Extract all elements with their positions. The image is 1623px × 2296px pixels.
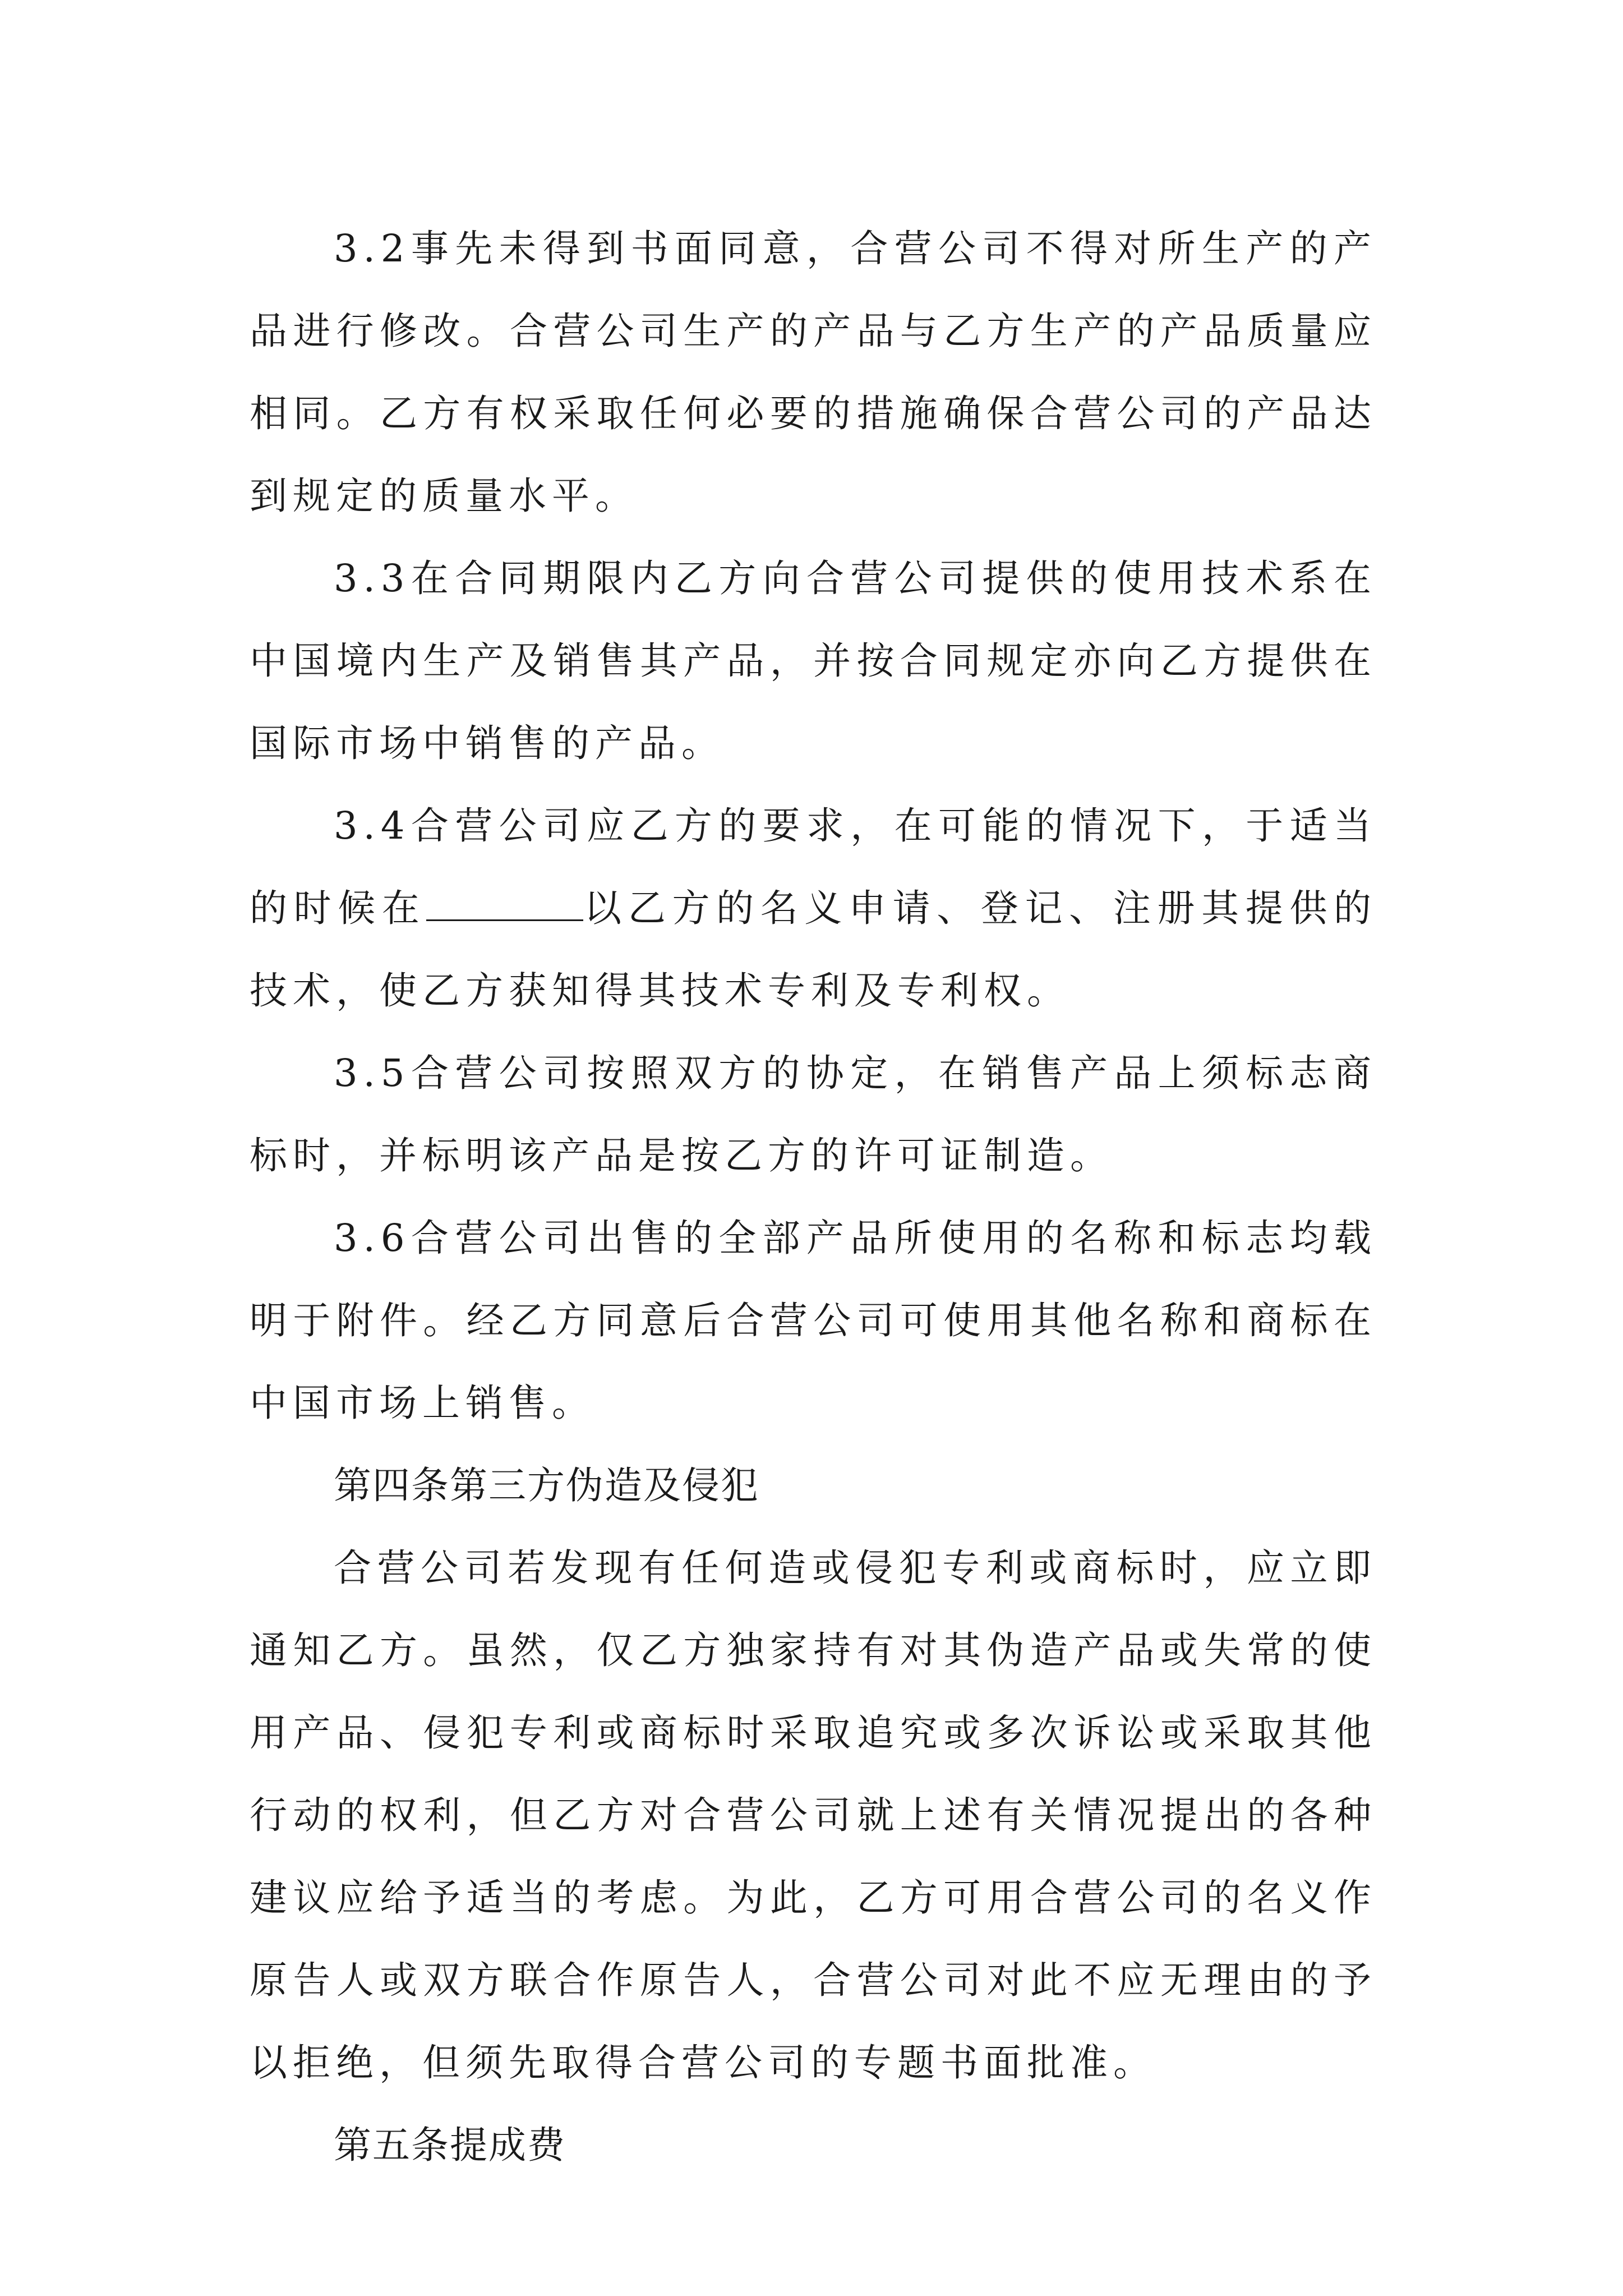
paragraph-3-3: 3.3在合同期限内乙方向合营公司提供的使用技术系在中国境内生产及销售其产品，并按合同规定亦向乙方提供在国际市场中销售的产品。 — [250, 556, 1377, 765]
paragraph-3-5: 3.5合营公司按照双方的协定，在销售产品上须标志商标时，并标明该产品是按乙方的许可证制造。 — [250, 1051, 1377, 1177]
article-4-body: 合营公司若发现有任何造或侵犯专利或商标时，应立即通知乙方。虽然，仅乙方独家持有对其伪造产品或失常的使用产品、侵犯专利或商标时采取追究或多次诉讼或采取其他行动的权利，但乙方对合营公司就上述有关情况提出的各种建议应给予适当的考虑。为此，乙方可用合营公司的名义作原告人或双方联合作原告人，合营公司对此不应无理由的予以拒绝，但须先取得合营公司的专题书面批准。 — [250, 1546, 1377, 2085]
paragraph-3-6: 3.6合营公司出售的全部产品所使用的名称和标志均载明于附件。经乙方同意后合营公司可使用其他名称和商标在中国市场上销售。 — [250, 1216, 1377, 1425]
paragraph-3-4 — [250, 785, 1377, 1032]
article-4-heading: 第四条第三方伪造及侵犯 — [334, 1464, 759, 1507]
article-5-heading: 第五条提成费 — [334, 2123, 566, 2167]
paragraph-3-2: 3.2事先未得到书面同意，合营公司不得对所生产的产品进行修改。合营公司生产的产品与乙方生产的产品质量应相同。乙方有权采取任何必要的措施确保合营公司的产品达到规定的质量水平。 — [250, 227, 1377, 518]
paragraph-3-4-part-1: 3.4合营公司应乙方的要求，在可能的情况下，于适当的时候在 — [250, 804, 1377, 930]
document-body — [250, 208, 1377, 2187]
paragraph-3-4-part-2: 以乙方的名义申请、登记、注册其提供的技术，使乙方获知得其技术专利及专利权。 — [250, 886, 1377, 1013]
fill-in-blank — [426, 886, 583, 921]
